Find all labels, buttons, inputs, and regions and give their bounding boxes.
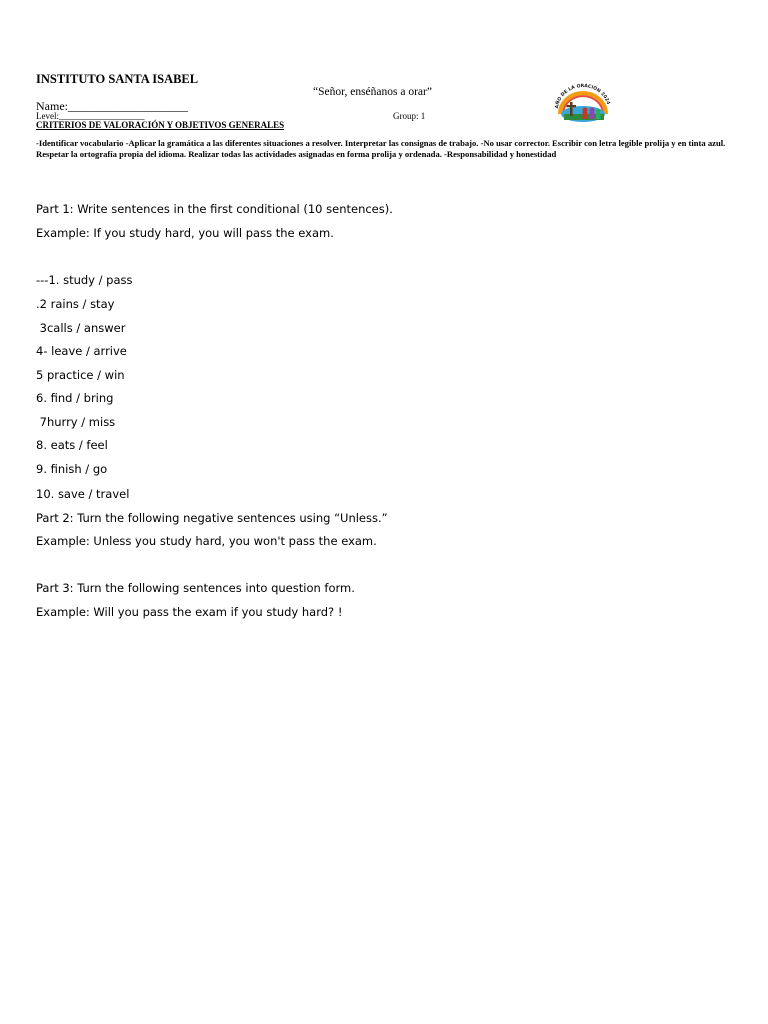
list-item: 7hurry / miss: [36, 415, 116, 429]
part3-example: Example: Will you pass the exam if you study hard? !: [36, 605, 343, 619]
criteria-title: CRITERIOS DE VALORACIÓN Y OBJETIVOS GENERALES: [36, 120, 285, 130]
list-item: 4- leave / arrive: [36, 344, 127, 358]
group-field: Group: 1: [393, 111, 426, 121]
logo-text: AÑO DE LA ORACIÓN 2024: [555, 84, 611, 109]
name-field: Name:____________________: [36, 99, 188, 113]
school-logo: [550, 80, 614, 126]
part2-instruction: Part 2: Turn the following negative sentences using “Unless.”: [36, 511, 388, 525]
level-field: Level:___________________: [36, 111, 145, 121]
list-item: 9. finish / go: [36, 462, 108, 476]
part1-example: Example: If you study hard, you will pass the exam.: [36, 226, 334, 240]
list-item: ---1. study / pass: [36, 273, 133, 287]
criteria-body: -Identificar vocabulario -Aplicar la gramática a las diferentes situaciones a resolver. Interpretar las consignas de trabajo. -No usar corrector. Escribir con letra legible prolija y en tinta azul. Respetar la ortografía propia del idioma. Realizar todas las actividades asignadas en forma prolija y ordenada. -Responsabilidad y honestidad: [36, 138, 726, 159]
school-name: INSTITUTO SANTA ISABEL: [36, 72, 199, 86]
list-item: 6. find / bring: [36, 391, 114, 405]
part3-instruction: Part 3: Turn the following sentences into question form.: [36, 581, 355, 595]
part1-instruction: Part 1: Write sentences in the first conditional (10 sentences).: [36, 202, 393, 216]
list-item: 8. eats / feel: [36, 438, 108, 452]
part2-example: Example: Unless you study hard, you won't pass the exam.: [36, 534, 377, 548]
list-item: 3calls / answer: [36, 321, 126, 335]
list-item: 10. save / travel: [36, 487, 130, 501]
list-item: .2 rains / stay: [36, 297, 115, 311]
motto: “Señor, enséñanos a orar”: [313, 86, 432, 98]
list-item: 5 practice / win: [36, 368, 125, 382]
